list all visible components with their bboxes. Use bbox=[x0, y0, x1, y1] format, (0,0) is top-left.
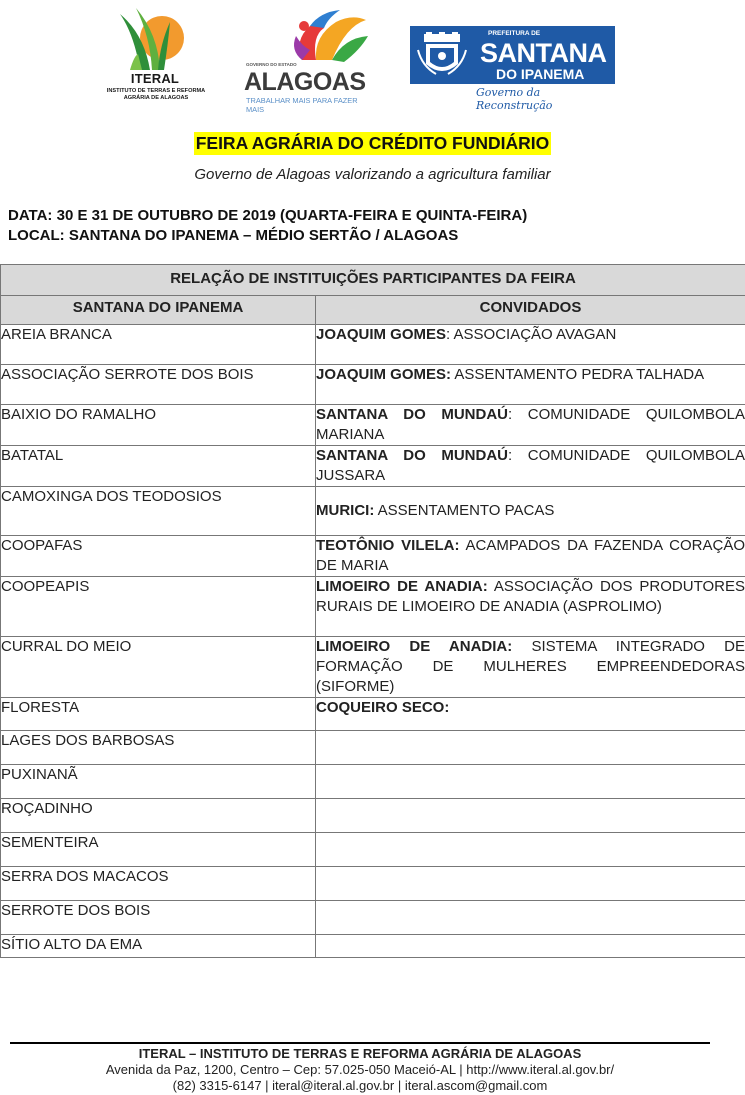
santana-community-cell: FLORESTA bbox=[1, 698, 316, 731]
column-header-convidados: CONVIDADOS bbox=[316, 296, 745, 325]
invited-cell bbox=[316, 405, 745, 446]
santana-community-cell: COOPEAPIS bbox=[1, 577, 316, 637]
participants-table bbox=[0, 264, 745, 958]
invited-municipality: MURICI: bbox=[316, 502, 375, 519]
footer-divider bbox=[10, 1042, 710, 1044]
invited-cell bbox=[316, 799, 745, 833]
alagoas-gov-label: GOVERNO DO ESTADO bbox=[246, 62, 297, 67]
invited-cell bbox=[316, 935, 745, 958]
santana-logo bbox=[410, 26, 615, 112]
invited-cell bbox=[316, 731, 745, 765]
iteral-logo bbox=[100, 4, 212, 108]
invited-description: SISTEMA INTEGRADO DE FORMAÇÃO DE MULHERES EMPREENDEDORAS (SIFORME) bbox=[316, 638, 745, 695]
table-row bbox=[1, 325, 745, 365]
invited-cell bbox=[316, 577, 745, 637]
invited-municipality: COQUEIRO SECO: bbox=[316, 699, 450, 716]
iteral-name: ITERAL bbox=[130, 71, 180, 86]
santana-community-cell: SÍTIO ALTO DA EMA bbox=[1, 935, 316, 958]
invited-municipality: JOAQUIM GOMES bbox=[316, 326, 447, 343]
table-row bbox=[1, 765, 745, 799]
santana-community-cell: LAGES DOS BARBOSAS bbox=[1, 731, 316, 765]
invited-municipality: LIMOEIRO DE ANADIA: bbox=[316, 638, 513, 655]
invited-description: ACAMPADOS DA FAZENDA CORAÇÃO DE MARIA bbox=[316, 537, 745, 574]
invited-description: ASSENTAMENTO PACAS bbox=[374, 502, 555, 519]
santana-name: SANTANA bbox=[480, 38, 607, 68]
table-row bbox=[1, 446, 745, 487]
footer-org: ITERAL – INSTITUTO DE TERRAS E REFORMA AGRÁRIA DE ALAGOAS bbox=[138, 1046, 582, 1061]
invited-municipality: SANTANA DO MUNDAÚ bbox=[316, 406, 508, 423]
event-info bbox=[8, 206, 527, 246]
alagoas-logo bbox=[240, 6, 375, 114]
table-row bbox=[1, 698, 745, 731]
invited-cell bbox=[316, 325, 745, 365]
table-row bbox=[1, 536, 745, 577]
santana-community-cell: COOPAFAS bbox=[1, 536, 316, 577]
table-title: RELAÇÃO DE INSTITUIÇÕES PARTICIPANTES DA FEIRA bbox=[1, 265, 745, 296]
footer-address: Avenida da Paz, 1200, Centro – Cep: 57.025-050 Maceió-AL | http://www.iteral.al.gov.br/ bbox=[105, 1062, 615, 1077]
invited-cell bbox=[316, 637, 745, 698]
invited-description: ASSENTAMENTO PEDRA TALHADA bbox=[451, 366, 705, 383]
iteral-emblem-icon bbox=[100, 4, 212, 74]
page-title: FEIRA AGRÁRIA DO CRÉDITO FUNDIÁRIO bbox=[195, 133, 550, 153]
santana-community-cell: BAIXIO DO RAMALHO bbox=[1, 405, 316, 446]
invited-cell bbox=[316, 487, 745, 536]
santana-community-cell: SEMENTEIRA bbox=[1, 833, 316, 867]
event-place: LOCAL: SANTANA DO IPANEMA – MÉDIO SERTÃO / ALAGOAS bbox=[8, 227, 459, 244]
invited-municipality: LIMOEIRO DE ANADIA: bbox=[316, 578, 488, 595]
invited-cell bbox=[316, 867, 745, 901]
santana-banner bbox=[410, 26, 615, 84]
invited-description: : ASSOCIAÇÃO AVAGAN bbox=[446, 326, 617, 343]
footer-contact: (82) 3315-6147 | iteral@iteral.al.gov.br | iteral.ascom@gmail.com bbox=[172, 1078, 548, 1093]
alagoas-flame-icon bbox=[240, 6, 375, 64]
santana-community-cell: ASSOCIAÇÃO SERROTE DOS BOIS bbox=[1, 365, 316, 405]
santana-community-cell: PUXINANÃ bbox=[1, 765, 316, 799]
invited-cell bbox=[316, 901, 745, 935]
santana-community-cell: SERROTE DOS BOIS bbox=[1, 901, 316, 935]
iteral-subtitle: INSTITUTO DE TERRAS E REFORMA AGRÁRIA DE ALAGOAS bbox=[106, 88, 206, 101]
invited-municipality: SANTANA DO MUNDAÚ bbox=[316, 447, 508, 464]
santana-community-cell: ROÇADINHO bbox=[1, 799, 316, 833]
table-row bbox=[1, 901, 745, 935]
header-logos bbox=[0, 0, 745, 112]
table-row bbox=[1, 577, 745, 637]
column-header-santana: SANTANA DO IPANEMA bbox=[1, 296, 316, 325]
invited-description: : COMUNIDADE QUILOMBOLA JUSSARA bbox=[316, 447, 745, 484]
santana-gov-slogan: Governo da Reconstrução bbox=[476, 86, 553, 112]
invited-description: ASSOCIAÇÃO DOS PRODUTORES RURAIS DE LIMOEIRO DE ANADIA (ASPROLIMO) bbox=[316, 578, 745, 615]
invited-cell bbox=[316, 365, 745, 405]
table-row bbox=[1, 487, 745, 536]
table-row bbox=[1, 867, 745, 901]
santana-community-cell: AREIA BRANCA bbox=[1, 325, 316, 365]
invited-cell bbox=[316, 536, 745, 577]
santana-pref-label: PREFEITURA DE bbox=[488, 30, 541, 37]
table-row bbox=[1, 365, 745, 405]
invited-description: : COMUNIDADE QUILOMBOLA MARIANA bbox=[316, 406, 745, 443]
alagoas-name: ALAGOAS bbox=[244, 68, 366, 96]
santana-do-label: DO IPANEMA bbox=[496, 66, 585, 82]
invited-municipality: TEOTÔNIO VILELA: bbox=[316, 537, 460, 554]
santana-community-cell: CURRAL DO MEIO bbox=[1, 637, 316, 698]
santana-community-cell: SERRA DOS MACACOS bbox=[1, 867, 316, 901]
city-crest-icon bbox=[416, 30, 468, 80]
invited-cell bbox=[316, 446, 745, 487]
table-row bbox=[1, 799, 745, 833]
invited-cell bbox=[316, 833, 745, 867]
table-body bbox=[1, 325, 745, 958]
santana-community-cell: CAMOXINGA DOS TEODOSIOS bbox=[1, 487, 316, 536]
event-date: DATA: 30 E 31 DE OUTUBRO DE 2019 (QUARTA-FEIRA E QUINTA-FEIRA) bbox=[8, 207, 528, 224]
santana-community-cell: BATATAL bbox=[1, 446, 316, 487]
page-subtitle: Governo de Alagoas valorizando a agricultura familiar bbox=[194, 166, 551, 183]
table-row bbox=[1, 935, 745, 958]
table-row bbox=[1, 637, 745, 698]
title-wrap bbox=[0, 132, 745, 155]
invited-municipality: JOAQUIM GOMES: bbox=[316, 366, 452, 383]
invited-cell bbox=[316, 698, 745, 731]
table-row bbox=[1, 405, 745, 446]
alagoas-slogan: TRABALHAR MAIS PARA FAZER MAIS bbox=[246, 96, 358, 114]
footer bbox=[0, 1046, 720, 1094]
invited-cell bbox=[316, 765, 745, 799]
table-row bbox=[1, 731, 745, 765]
table-row bbox=[1, 833, 745, 867]
